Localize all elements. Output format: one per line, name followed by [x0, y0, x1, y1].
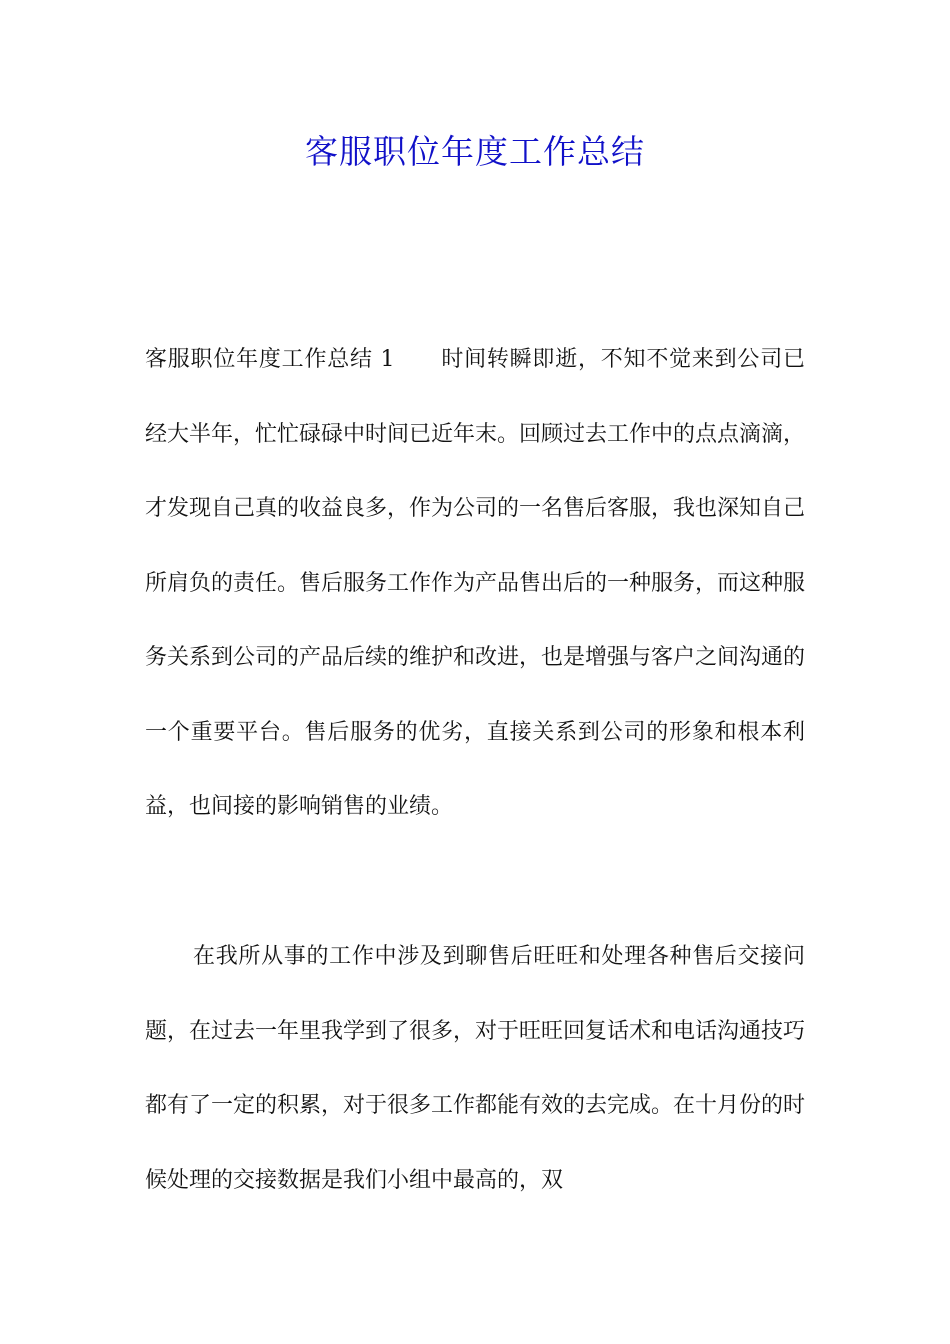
- paragraph-2: 在我所从事的工作中涉及到聊售后旺旺和处理各种售后交接问题，在过去一年里我学到了很多，对于旺旺回复话术和电话沟通技巧都有了一定的积累，对于很多工作都能有效的去完成。在十月份的时候处理的交接数据是我们小组中最高的，双: [145, 944, 806, 1193]
- section-heading: 客服职位年度工作总结 1: [145, 347, 395, 372]
- document-title: 客服职位年度工作总结: [305, 132, 645, 171]
- paragraph-1: [145, 323, 805, 845]
- paragraph-1-text: 时间转瞬即逝，不知不觉来到公司已经大半年，忙忙碌碌中时间已近年末。回顾过去工作中的点点滴滴，才发现自己真的收益良多，作为公司的一名售后客服，我也深知自己所肩负的责任。售后服务工作作为产品售出后的一种服务，而这种服务关系到公司的产品后续的维护和改进，也是增强与客户之间沟通的一个重要平台。售后服务的优劣，直接关系到公司的形象和根本利益，也间接的影响销售的业绩。: [145, 347, 806, 819]
